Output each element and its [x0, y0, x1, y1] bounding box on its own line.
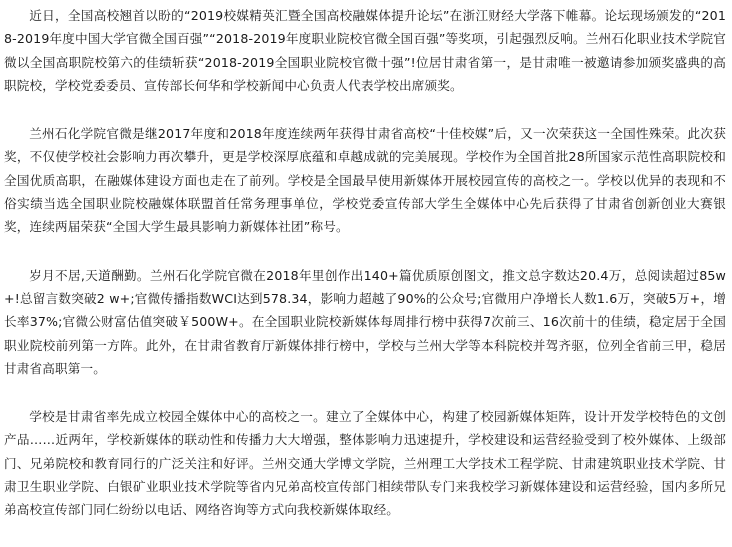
paragraph-media-center: 学校是甘肃省率先成立校园全媒体中心的高校之一。建立了全媒体中心，构建了校园新媒体矩阵，设计开发学校特色的文创产品……近两年，学校新媒体的联动性和传播力大大增强，整体影响力迅速提升，学校建设和运营经验受到了校外媒体、上级部门、兄弟院校和教育同行的广泛关注和好评。兰州交通大学博文学院，兰州理工大学技术工程学院、甘肃建筑职业技术学院、甘肃卫生职业学院、白银矿业职业技术学院等省内兄弟高校宣传部门相续带队专门来我校学习新媒体建设和运营经验，国内多所兄弟高校宣传部门同仁纷纷以电话、网络咨询等方式向我校新媒体取经。: [4, 409, 726, 518]
paragraph-award-announcement: 近日，全国高校翘首以盼的“2019校媒精英汇暨全国高校融媒体提升论坛”在浙江财经大学落下帷幕。论坛现场颁发的“2018-2019年度中国大学官微全国百强”“2018-2019年度职业院校官微全国百强”等奖项，引起强烈反响。兰州石化职业技术学院官微以全国高职院校第六的佳绩斩获“2018-2019全国职业院校官微十强”!位居甘肃省第一，是甘肃唯一被邀请参加颁奖盛典的高职院校，学校党委委员、宣传部长何华和学校新闻中心负责人代表学校出席颁奖。: [4, 8, 726, 93]
paragraph-2018-statistics: 岁月不居,天道酬勤。兰州石化学院官微在2018年里创作出140+篇优质原创图文，推文总字数达20.4万，总阅读超过85w+!总留言数突破2 w+;官微传播指数WCI达到578.34，影响力超越了90%的公众号;官微用户净增长人数1.6万，突破5万+，增长率37%;官微公财富估值突破￥500W+。在全国职业院校新媒体每周排行榜中获得7次前三、16次前十的佳绩，稳定居于全国职业院校前列第一方阵。此外，在甘肃省教育厅新媒体排行榜中，学校与兰州大学等本科院校并驾齐驱，位列全省前三甲，稳居甘肃省高职第一。: [4, 267, 726, 376]
paragraph-honor-significance: 兰州石化学院官微是继2017年度和2018年度连续两年获得甘肃省高校“十佳校媒”后，又一次荣获这一全国性殊荣。此次获奖，不仅使学校社会影响力再次攀升，更是学校深厚底蕴和卓越成就的完美展现。学校作为全国首批28所国家示范性高职院校和全国优质高职，在融媒体建设方面也走在了前列。学校是全国最早使用新媒体开展校园宣传的高校之一。学校以优异的表现和不俗实绩当选全国职业院校融媒体联盟首任常务理事单位，学校党委宣传部大学生全媒体中心先后获得了甘肃省创新创业大赛银奖，连续两届荣获“全国大学生最具影响力新媒体社团”称号。: [4, 126, 726, 235]
article-body: [4, 4, 726, 547]
